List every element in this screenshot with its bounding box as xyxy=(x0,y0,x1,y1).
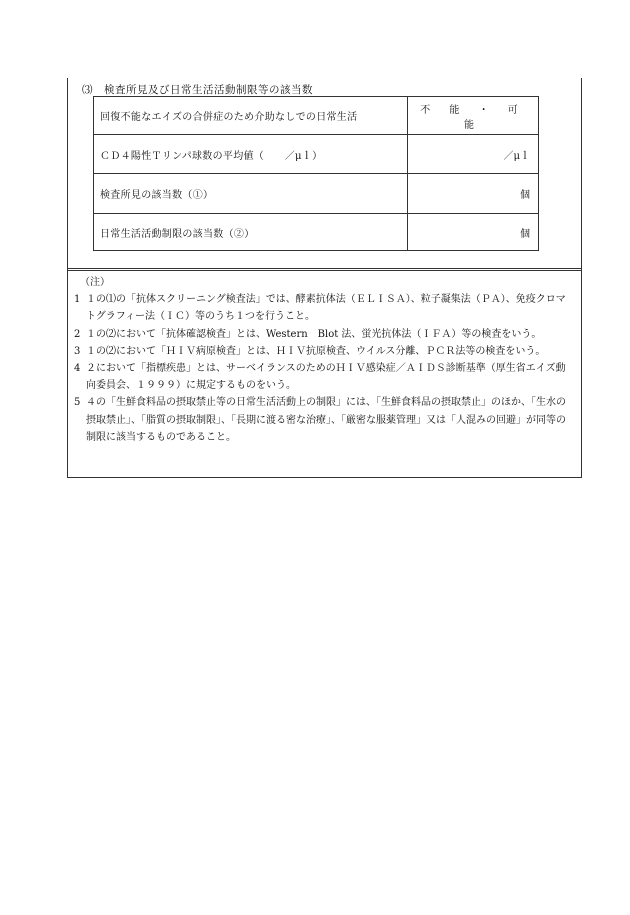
cd4-value-field[interactable]: ／μｌ xyxy=(408,135,539,174)
notes-section xyxy=(68,274,583,446)
findings-table xyxy=(93,96,539,251)
note-item xyxy=(68,360,583,394)
form-frame xyxy=(67,78,582,478)
note-text: １の⑵において「抗体確認検査」とは、Western Blot 法、蛍光抗体法（ＩＦＡ）等の検査をいう。 xyxy=(86,328,542,340)
row-label: 日常生活活動制限の該当数（②） xyxy=(94,214,408,251)
row-label: 検査所見の該当数（①） xyxy=(94,174,408,214)
note-number: 2 xyxy=(74,328,81,340)
note-text: １の⑵において「ＨＩＶ病原検査」とは、ＨＩＶ抗原検査、ウイルス分離、ＰＣＲ法等の検査をいう。 xyxy=(86,345,546,357)
table-row xyxy=(94,214,539,251)
restriction-count-field[interactable]: 個 xyxy=(408,214,539,251)
divider xyxy=(68,270,581,271)
table-row xyxy=(94,174,539,214)
note-text: ４の「生鮮食料品の摂取禁止等の日常生活活動上の制限」には、「生鮮食料品の摂取禁止」のほか、「生水の摂取禁止」、「脂質の摂取制限」、「長期に渡る密な治療」、「厳密な服薬管理」又は「人混みの回避」が同等の制限に該当するものであること。 xyxy=(86,397,566,443)
divider xyxy=(68,268,581,269)
note-item xyxy=(68,291,583,325)
note-number: 5 xyxy=(74,397,81,409)
section-title: ⑶ 検査所見及び日常生活活動制限等の該当数 xyxy=(82,84,313,96)
finding-count-field[interactable]: 個 xyxy=(408,174,539,214)
note-text: １の⑴の「抗体スクリーニング検査法」では、酵素抗体法（ＥＬＩＳＡ）、粒子凝集法（ＰＡ）、免疫クロマトグラフィー法（ＩＣ）等のうち１つを行うこと。 xyxy=(86,294,566,323)
row-label: 回復不能なエイズの合併症のため介助なしでの日常生活 xyxy=(94,97,408,135)
notes-heading: （注） xyxy=(80,277,110,288)
table-row xyxy=(94,135,539,174)
note-item xyxy=(68,394,583,446)
table-row xyxy=(94,97,539,135)
row-label: ＣＤ４陽性Ｔリンパ球数の平均値（ ／μｌ） xyxy=(94,135,408,174)
note-number: 4 xyxy=(74,363,81,375)
note-item xyxy=(68,343,583,360)
note-item xyxy=(68,326,583,343)
note-number: 1 xyxy=(74,294,81,306)
note-text: ２において「指標疾患」とは、サーベイランスのためのＨＩＶ感染症／ＡＩＤＳ診断基準（厚生省エイズ動向委員会、１９９９）に規定するものをいう。 xyxy=(86,363,566,392)
note-number: 3 xyxy=(74,345,81,357)
ability-choice[interactable]: 不 能 ・ 可 能 xyxy=(408,97,539,135)
